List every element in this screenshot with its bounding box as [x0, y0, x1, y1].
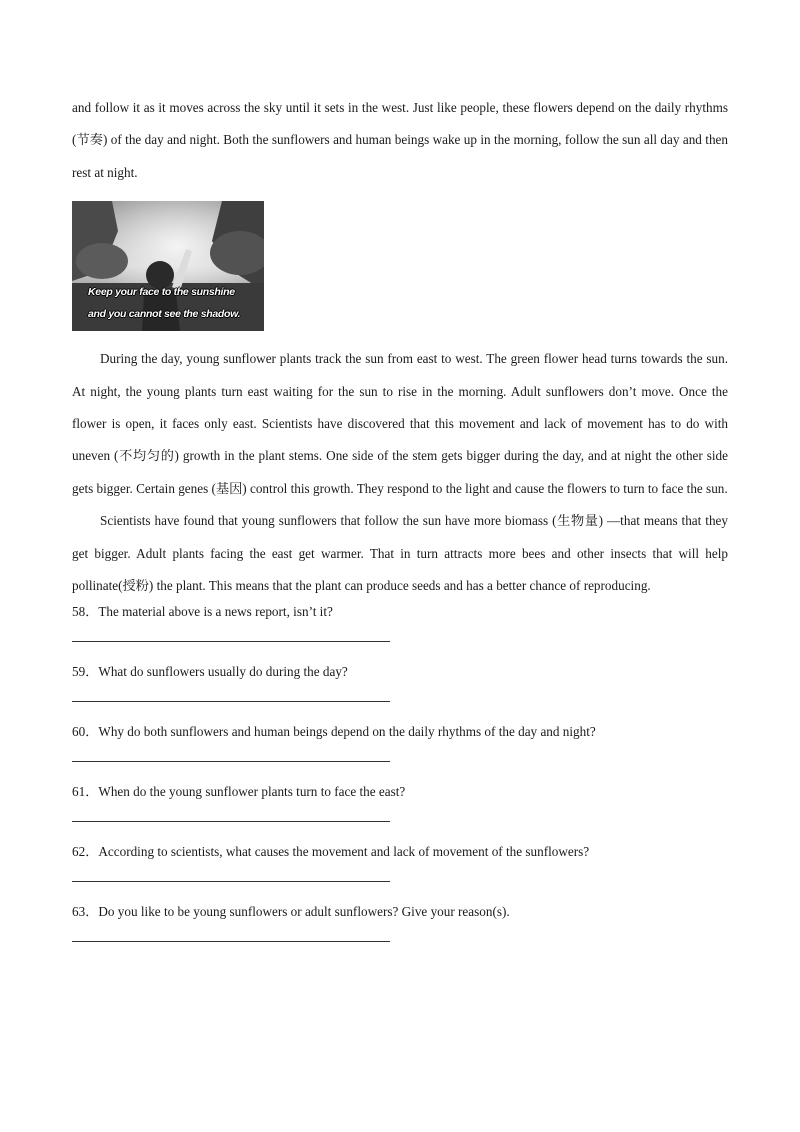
question-59: [72, 662, 728, 702]
answer-line[interactable]: [72, 941, 390, 942]
passage-paragraph-2: During the day, young sunflower plants track the sun from east to west. The green flower head turns towards the sun. At night, the young plants turn east waiting for the sun to rise in the morning. Adult sunflowers don’t move. Once the flower is open, it faces only east. Scientists have discovered that this movement and lack of movement has to do with uneven (不均匀的) growth in the plant stems. One side of the stem gets bigger during the day, and at night the other side gets bigger. Certain genes (基因) control this growth. They respond to the light and cause the flowers to turn to face the sun.: [72, 351, 728, 496]
question-text: 61．When do the young sunflower plants turn to face the east?: [72, 784, 406, 800]
passage-paragraph-1: and follow it as it moves across the sky until it sets in the west. Just like people, these flowers depend on the daily rhythms (节奏) of the day and night. Both the sunflowers and human beings wake up in the morning, follow the sun all day and then rest at night.: [72, 100, 728, 180]
answer-line[interactable]: [72, 761, 390, 762]
answer-line[interactable]: [72, 821, 390, 822]
question-61: [72, 782, 728, 822]
question-text: 63．Do you like to be young sunflowers or adult sunflowers? Give your reason(s).: [72, 904, 510, 920]
answer-line[interactable]: [72, 701, 390, 702]
photo-caption-line-1: Keep your face to the sunshine: [88, 286, 235, 299]
question-text: 59．What do sunflowers usually do during the day?: [72, 664, 348, 680]
question-text: 58．The material above is a news report, isn’t it?: [72, 604, 333, 620]
photo-caption-line-2: and you cannot see the shadow.: [88, 308, 241, 321]
document-page: [72, 92, 728, 962]
question-60: [72, 722, 728, 762]
sunshine-photo: [72, 201, 264, 331]
question-58: [72, 602, 728, 642]
passage-paragraph-3: Scientists have found that young sunflowers that follow the sun have more biomass (生物量) —that means that they get bigger. Adult plants facing the east get warmer. That in turn attracts more bees and other insects that will help pollinate(授粉) the plant. This means that the plant can produce seeds and has a better chance of reproducing.: [72, 513, 728, 594]
answer-line[interactable]: [72, 641, 390, 642]
answer-line[interactable]: [72, 881, 390, 882]
question-62: [72, 842, 728, 882]
question-text: 60．Why do both sunflowers and human beings depend on the daily rhythms of the day and night?: [72, 724, 596, 740]
question-63: [72, 902, 728, 942]
question-text: 62．According to scientists, what causes the movement and lack of movement of the sunflowers?: [72, 844, 590, 860]
question-list: [72, 602, 728, 942]
